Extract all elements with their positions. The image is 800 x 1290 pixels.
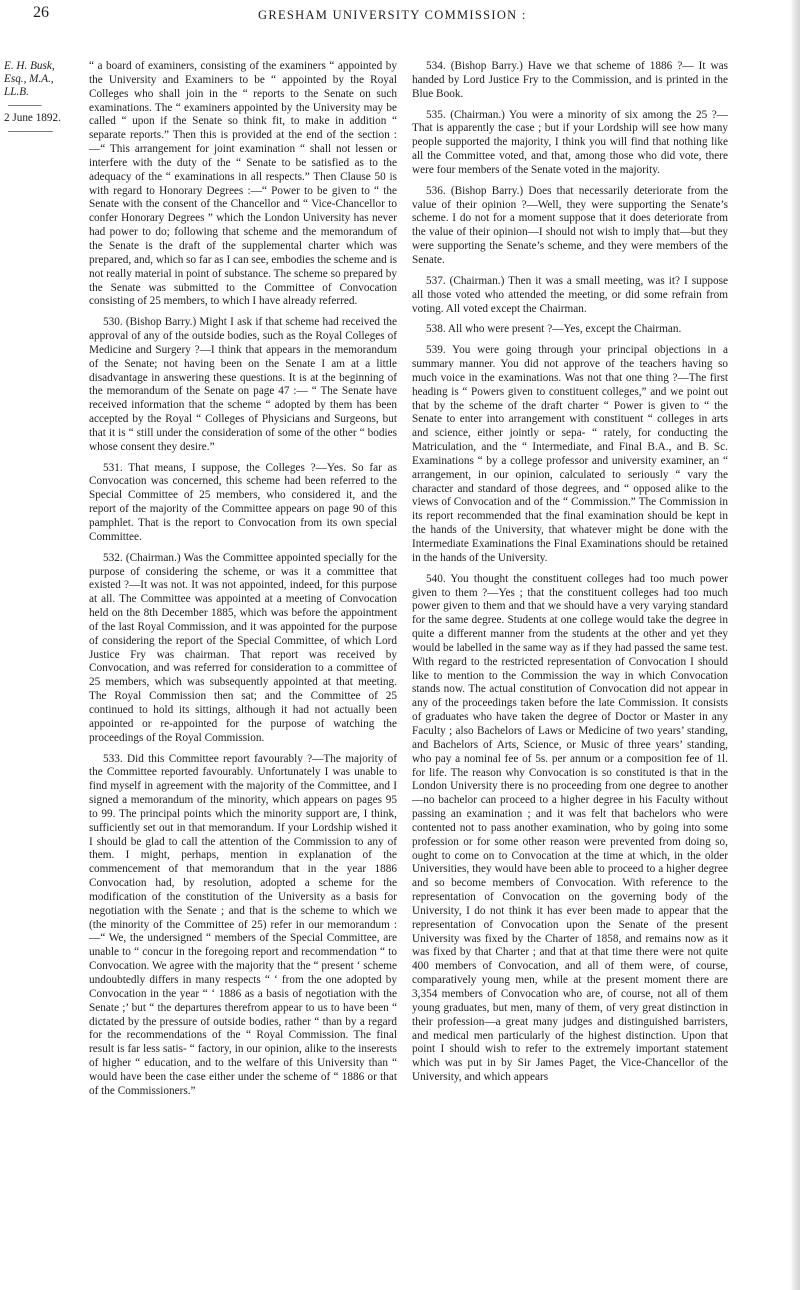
witness-margin-note xyxy=(4,60,86,138)
margin-rule: ——— xyxy=(8,99,42,111)
paragraph: 534. (Bishop Barry.) Have we that scheme of 1886 ?— It was handed by Lord Justice Fry to the Commission, and is printed in the Blue Book. xyxy=(412,60,728,100)
witness-title: Esq., M.A., xyxy=(4,73,54,85)
paragraph: 538. All who were present ?—Yes, except the Chairman. xyxy=(426,323,682,336)
page-header xyxy=(0,2,800,24)
right-column xyxy=(412,60,728,1092)
witness-degree: LL.B. xyxy=(4,86,29,98)
paragraph: 532. (Chairman.) Was the Committee appointed specially for the purpose of considering the scheme, or was it a committee that existed ?—It was not. It was not appointed, indeed, for this purpose at all. The Committee was appointed at a meeting of Convocation held on the 8th December 1885, which was before the appointment of the last Royal Commission, and it was appointed for the purpose of considering the report of the Special Committee, of which Lord Justice Fry was chairman. That report was received by Convocation, and was referred for consideration to a committee of 25 members, which was subsequently appointed at that meeting. The Royal Commission then sat; and the Committee of 25 continued to hold its sittings, although it had not actually been appointed or re-appointed for the purpose of watching the proceedings of the Royal Commission. xyxy=(89,551,397,744)
margin-rule: ———— xyxy=(8,125,53,137)
running-title: GRESHAM UNIVERSITY COMMISSION : xyxy=(258,8,527,22)
session-date: 2 June 1892. xyxy=(4,112,61,124)
paragraph: 540. You thought the constituent colleges had too much power given to them ?—Yes ; that the constituent colleges had too much power given to them and that we should have a very varying standard for the same degree. Students at one college would take the degree in quite a different manner from the students at the other and yet they would be labelled in the same way as if they had passed the same test. With regard to the restricted representation of Convocation I should like to mention to the Commission the way in which Convocation stands now. The actual constitution of Convocation did not appear in any of the proceedings taken before the late Commission. It consists of graduates who have taken the degree of Doctor or Master in any Faculty ; also Bachelors of Laws or Medicine of two years’ standing, and Bachelors of Arts, Science, or Music of three years’ standing, who pay a nominal fee of 5s. per annum or a composition fee of 1l. for life. The reason why Convocation is so constituted is that in the London University there is no proceeding from one degree to another—no bachelor can proceed to a higher degree in his Faculty without passing an examination ; and it was felt that bachelors who were contented not to pass another examination, who by going into some profession or for some other reason were prevented from doing so, ought to come on to Convocation at the time at which, in the older Universities, they would have been able to proceed to a higher degree and so become members of Convocation. With reference to the representation of Convocation on the governing body of the University, I do not think it has ever been made to appear that the representation of Convocation upon the Senate of the present University was fixed by the Charter of 1858, and remains now as it was fixed by that Charter ; and that at that time there were not quite 400 members of Convocation, and all of them were, of course, comparatively young men, while at the present moment there are 3,354 members of Convocation who are, of course, not all of them young graduates, but men, many of them, of very great distinction in their profession—a great many judges and distinguished barristers, and medical men particularly of the highest distinction. Upon that point I should wish to refer to the extremely important statement which was put in by Sir James Paget, the Vice-Chancellor of the University, and which appears xyxy=(412,572,728,1084)
paragraph: 535. (Chairman.) You were a minority of six among the 25 ?—That is apparently the case ; but if your Lordship will see how many people supported the majority, I think you will find that nothing like all the Committee voted, and that, among those who did vote, there were four members of the Senate voted in the majority. xyxy=(412,108,728,176)
page-number: 26 xyxy=(33,4,49,21)
paragraph: 531. That means, I suppose, the Colleges ?—Yes. So far as Convocation was concerned, this scheme had been referred to the Special Committee of 25 members, who considered it, and the report of the majority of the Committee appears on page 90 of this pamphlet. That is the report to Convocation from its own special Committee. xyxy=(89,461,397,543)
left-column xyxy=(89,60,397,1106)
paragraph: 533. Did this Committee report favourably ?—The majority of the Committee reported favourably. Unfortunately I was unable to find myself in agreement with the majority of the Committee, and I signed a memorandum of the minority, which appears on pages 95 to 99. The principal points which the minority support are, I think, sufficiently set out in that memorandum. If your Lordship wished it I should be glad to call the attention of the Commission to any of them. I might, perhaps, mention in explanation of the commencement of that memorandum that in the year 1886 Convocation had, by resolution, adopted a scheme for the modification of the constitution of the University as a basis for negotiation with the Senate ; and that is the scheme to which we (the minority of the Committee of 25) refer in our memorandum :—“ We, the undersigned “ members of the Special Committee, are unable to “ concur in the foregoing report and recommendation “ to Convocation. We agree with the majority that the “ present ‘ scheme undoubtedly differs in many respects “ ‘ from the one adopted by Convocation in the year “ ‘ 1886 as a basis of negotiation with the Senate ;’ but “ the departures therefrom appear to us to have been “ dictated by the pressure of outside bodies, rather “ than by a regard for the recommendations of the “ Royal Commission. The final result is far less satis- “ factory, in our opinion, alike to the inserests of higher “ education, and to the welfare of this University than “ would have been the case either under the scheme of “ 1886 or that of the Commissioners.” xyxy=(89,752,397,1097)
paragraph: 530. (Bishop Barry.) Might I ask if that scheme had received the approval of any of the outside bodies, such as the Royal Colleges of Medicine and Surgery ?—I think that appears in the memorandum of the Senate; not having been on the Senate I am at a little disadvantage in answering these questions. It is at the beginning of the memorandum of the Senate on page 47 :— “ The Senate have received information that the scheme “ adopted by them has been accepted by the Royal “ Colleges of Physicians and Surgeons, but that it is “ still under the consideration of some of the other “ bodies whose consent they desire.” xyxy=(89,316,397,453)
paragraph: “ a board of examiners, consisting of the examiners “ appointed by the University and Examiners to be “ appointed by the Royal Colleges who shall join in the “ reports to the Senate on such examinations. The “ examiners appointed by the University may be called “ upon if the Senate so think fit, to make in addition “ separate reports.” Then this is provided at the end of the section :—“ This arrangement for joint examination “ shall not lessen or interfere with the duty of the “ Senate to be satisfied as to the adequacy of the “ examinations in all respects.” Then Clause 50 is with regard to Honorary Degrees :—“ Power to be given to “ the Senate with the consent of the Chancellor and “ Vice-Chancellor to confer Honorary Degrees ” which the London University has never had power to do; following that scheme and the memorandum of the Senate is the draft of the supplemental charter which was prepared, and, which so far as I can see, embodies the scheme and is not really material in point of substance. The scheme so prepared by the Senate was submitted to the Committee of Convocation consisting of 25 members, to which I have already referred. xyxy=(89,60,398,308)
page-edge-shadow xyxy=(790,0,800,1290)
paragraph: 536. (Bishop Barry.) Does that necessarily deteriorate from the value of their opinion ?—Well, they were supporting the Senate’s scheme. I do not for a moment suppose that it does deteriorate from the value of their opinion—I should not wish to imply that—but they were supporting the Senate’s scheme, and they were members of the Senate. xyxy=(412,184,728,266)
witness-name: E. H. Busk, xyxy=(4,60,55,72)
paragraph: 539. You were going through your principal objections in a summary manner. You did not approve of the teachers having so much voice in the examinations. Was not that one thing ?—The first heading is “ Powers given to constituent colleges,” and we point out that by the scheme of the draft charter “ Power is given to “ the Senate to enter into arrangement with constituent “ colleges in arts and science, either jointly or sepa- “ rately, for conducting the Matriculation, and the “ Intermediate, and Final B.A., and B. Sc. Examinations “ by a college professor and university examiner, an “ arrangement, in our opinion, calculated to seriously “ vary the character and standard of those degrees, and “ opposed alike to the views of Convocation and of the “ Commission.” The Commission in its report recommended that the final examination should be kept in the hands of the University, that whatever might be done with the Intermediate Examinations the Final Examinations should be retained in the hands of the University. xyxy=(412,344,728,564)
paragraph: 537. (Chairman.) Then it was a small meeting, was it? I suppose all those voted who attended the meeting, or did some refrain from voting. All voted except the Chairman. xyxy=(412,274,728,315)
